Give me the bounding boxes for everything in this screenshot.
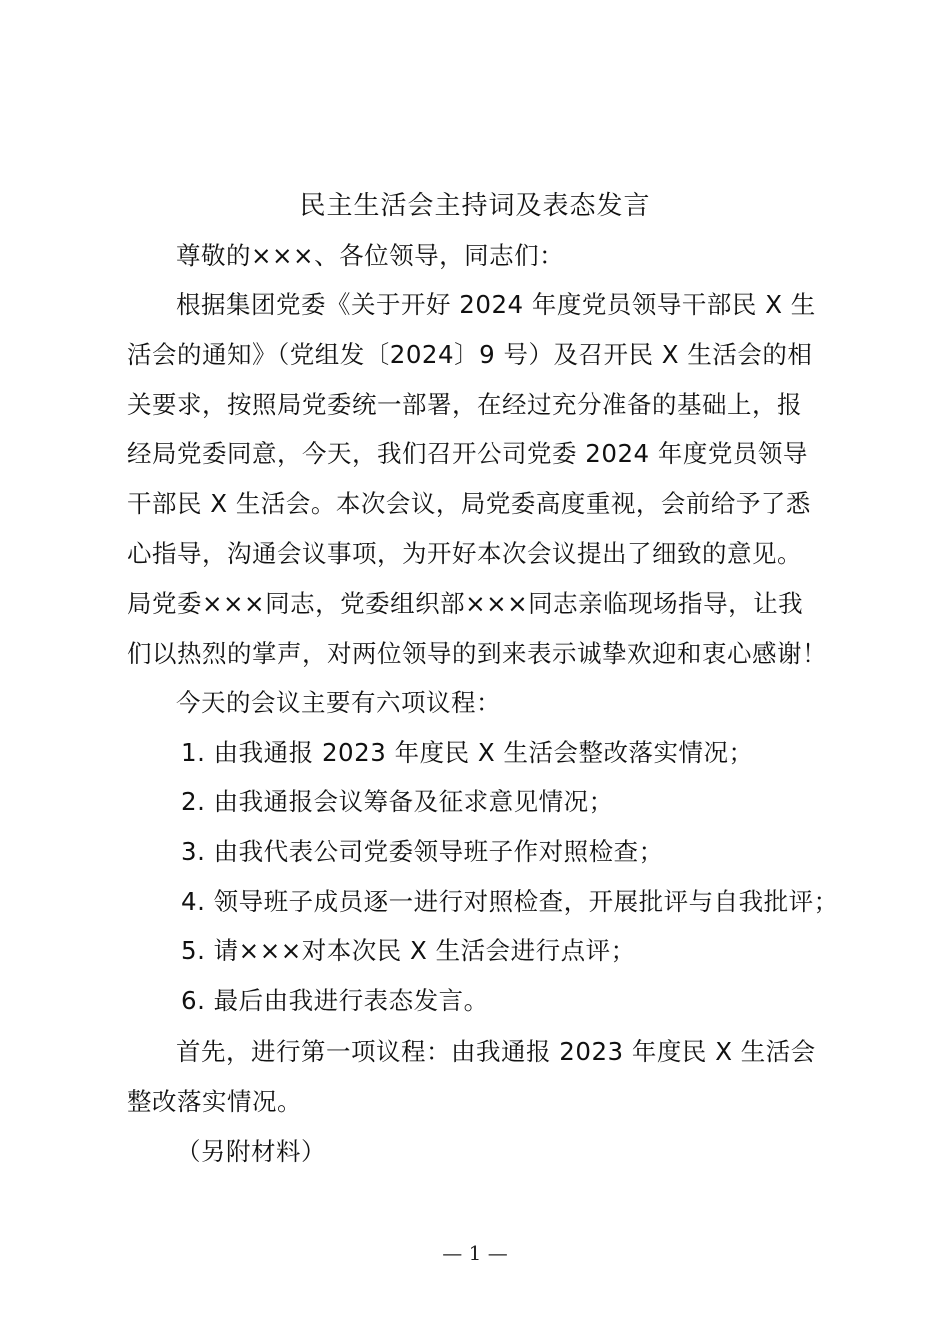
agenda-item: 3. 由我代表公司党委领导班子作对照检查； [181, 837, 664, 866]
agenda-item: 1. 由我通报 2023 年度民 X 生活会整改落实情况； [181, 738, 754, 767]
agenda-item: 2. 由我通报会议筹备及征求意见情况； [181, 787, 614, 816]
paragraph-line: 经局党委同意，今天，我们召开公司党委 2024 年度党员领导 [127, 439, 808, 468]
agenda-item: 4. 领导班子成员逐一进行对照检查，开展批评与自我批评； [181, 887, 839, 916]
paragraph-line: 活会的通知》（党组发〔2024〕9 号）及召开民 X 生活会的相 [127, 340, 813, 369]
greeting-line: 尊敬的×××、各位领导，同志们： [176, 241, 565, 270]
paragraph-line: 干部民 X 生活会。本次会议，局党委高度重视，会前给予了悉 [127, 489, 811, 518]
attachment-note: （另附材料） [176, 1137, 326, 1166]
agenda-item: 6. 最后由我进行表态发言。 [181, 986, 489, 1015]
paragraph-line: 关要求，按照局党委统一部署，在经过充分准备的基础上，报 [127, 390, 802, 419]
paragraph-line: 心指导，沟通会议事项，为开好本次会议提出了细致的意见。 [127, 539, 802, 568]
paragraph-line: 根据集团党委《关于开好 2024 年度党员领导干部民 X 生 [176, 290, 816, 319]
document-title: 民主生活会主持词及表态发言 [299, 191, 651, 221]
closing-line: 整改落实情况。 [127, 1087, 302, 1116]
agenda-item: 5. 请×××对本次民 X 生活会进行点评； [181, 936, 636, 965]
agenda-intro: 今天的会议主要有六项议程： [176, 688, 501, 717]
page-number: — 1 — [442, 1241, 508, 1265]
paragraph-line: 局党委×××同志，党委组织部×××同志亲临现场指导，让我 [127, 589, 804, 618]
closing-line: 首先，进行第一项议程：由我通报 2023 年度民 X 生活会 [176, 1037, 816, 1066]
paragraph-line: 们以热烈的掌声，对两位领导的到来表示诚挚欢迎和衷心感谢！ [127, 639, 827, 668]
